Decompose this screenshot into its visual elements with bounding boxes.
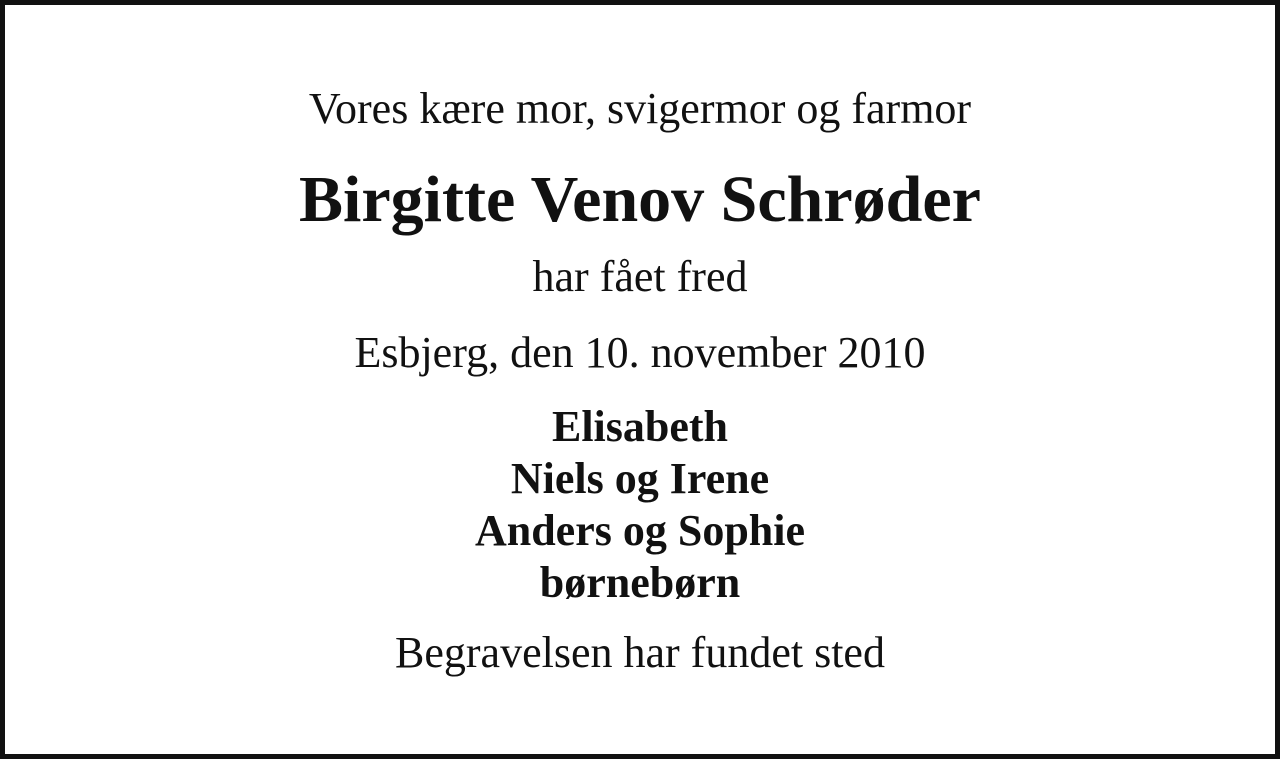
mourner-item: Niels og Irene (510, 454, 770, 503)
deceased-name: Birgitte Venov Schrøder (299, 163, 981, 236)
intro-line: Vores kære mor, svigermor og farmor (308, 84, 972, 133)
place-date-line: Esbjerg, den 10. november 2010 (354, 328, 926, 377)
mourners-list (5, 401, 1275, 609)
peace-line: har fået fred (532, 252, 748, 301)
mourner-item: Anders og Sophie (474, 506, 806, 555)
mourner-item: børnebørn (539, 558, 741, 607)
funeral-line: Begravelsen har fundet sted (395, 628, 885, 677)
mourner-item: Elisabeth (551, 402, 729, 451)
